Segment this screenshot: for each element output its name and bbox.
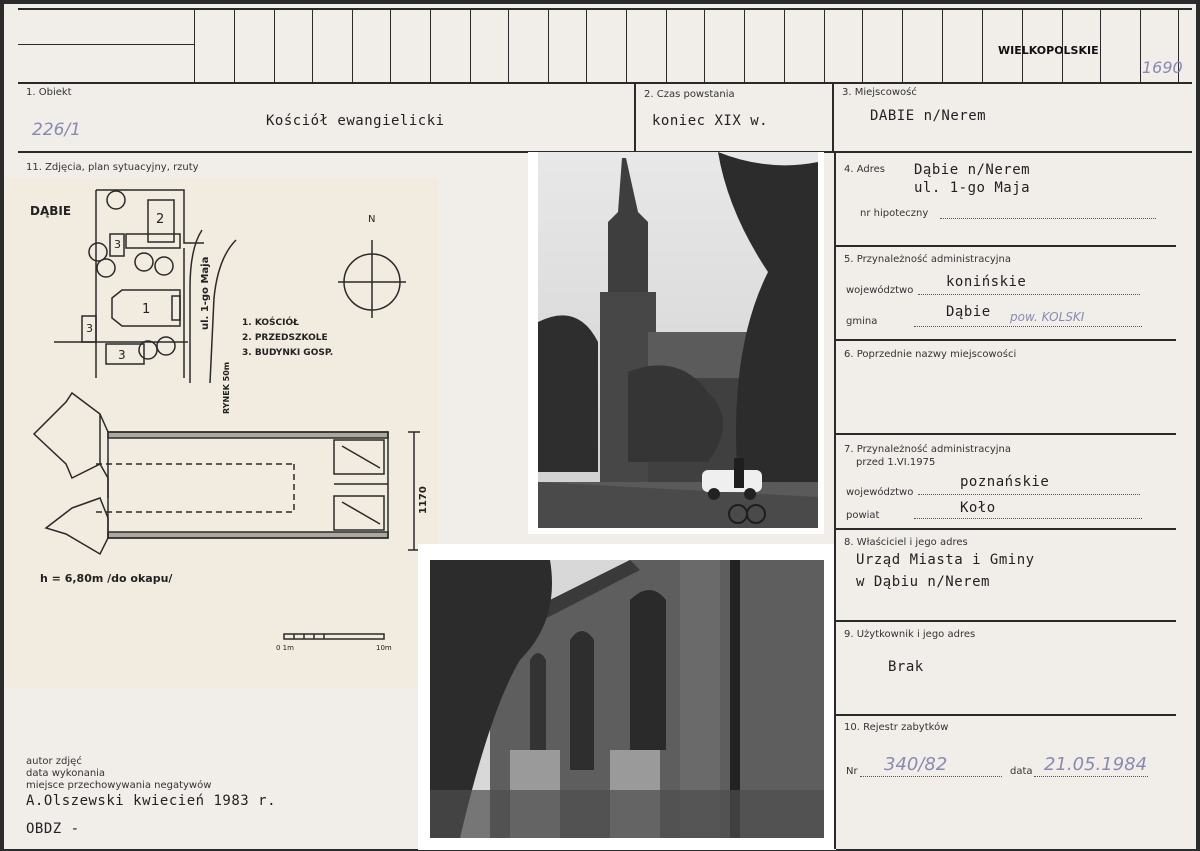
autor-value: A.Olszewski kwiecień 1983 r. xyxy=(26,793,277,809)
photo-church-front xyxy=(538,152,818,528)
row1-divider-a xyxy=(634,84,636,152)
inventory-number: 226/1 xyxy=(32,120,81,140)
header-column-rule xyxy=(508,8,509,84)
header-left-rule xyxy=(18,44,194,45)
obiekt-value: Kościół ewangielicki xyxy=(266,113,445,129)
header-column-rule xyxy=(586,8,587,84)
header-column-rule xyxy=(352,8,353,84)
powiat-label: powiat xyxy=(846,510,880,521)
header-column-rule xyxy=(902,8,903,84)
uzytkownik-label: 9. Użytkownik i jego adres xyxy=(844,629,976,640)
header-column-rule xyxy=(1100,8,1101,84)
data-wykonania-label: data wykonania xyxy=(26,768,106,779)
header-column-rule xyxy=(274,8,275,84)
card-number: 1690 xyxy=(1142,58,1183,77)
header-column-rule xyxy=(982,8,983,84)
header-column-rule xyxy=(666,8,667,84)
poprzednie-label: 6. Poprzednie nazwy miejscowości xyxy=(844,349,1017,360)
woj-label: województwo xyxy=(846,285,914,296)
rejestr-nr-label: Nr xyxy=(846,766,858,777)
miejsce-label: miejsce przechowywania negatywów xyxy=(26,780,212,791)
hipoteczny-dots xyxy=(940,218,1156,219)
rynek-label: RYNEK 50m xyxy=(222,361,231,414)
row1-divider-b xyxy=(832,84,834,152)
gmina-label: gmina xyxy=(846,316,878,327)
przed1975-label2: przed 1.VI.1975 xyxy=(856,457,936,468)
rejestr-data-label: data xyxy=(1010,766,1033,777)
plan-number-3c: 3 xyxy=(118,348,126,362)
header-column-rule xyxy=(194,8,195,84)
rejestr-nr-dots xyxy=(860,776,1002,777)
rejestr-label: 10. Rejestr zabytków xyxy=(844,722,949,733)
scale-start: 0 1m xyxy=(276,644,294,652)
autor-label: autor zdjęć xyxy=(26,756,82,767)
height-note: h = 6,80m /do okapu/ xyxy=(40,572,173,585)
street-label: ul. 1-go Maja xyxy=(200,256,211,330)
header-column-rule xyxy=(312,8,313,84)
photo-church-front-frame xyxy=(528,152,824,534)
adres-line1: Dąbie n/Nerem xyxy=(914,162,1031,178)
photo-church-side-frame xyxy=(418,544,836,850)
header-column-rule xyxy=(470,8,471,84)
rejestr-data-value: 21.05.1984 xyxy=(1044,754,1148,775)
powiat-value: Koło xyxy=(960,500,996,516)
uzytkownik-value: Brak xyxy=(888,659,924,675)
rule-after-poprzednie xyxy=(836,433,1176,435)
header-column-rule xyxy=(862,8,863,84)
photo-church-side xyxy=(430,560,824,838)
gmina-value: Dąbie xyxy=(946,304,991,320)
legend-item-2: 2. PRZEDSZKOLE xyxy=(242,333,328,343)
miejscowosc-value: DABIE n/Nerem xyxy=(870,108,987,124)
rule-after-uzytkownik xyxy=(836,714,1176,716)
rule-after-przynaleznosc xyxy=(836,339,1176,341)
adres-line2: ul. 1-go Maja xyxy=(914,180,1031,196)
header-column-rule xyxy=(1140,8,1141,84)
header-column-rule xyxy=(390,8,391,84)
header-column-rule xyxy=(704,8,705,84)
dimension-label: 1170 xyxy=(418,486,429,514)
czas-label: 2. Czas powstania xyxy=(644,89,735,100)
gmina-note: pow. KOLSKI xyxy=(1010,310,1085,324)
plan-town: DĄBIE xyxy=(30,204,72,218)
inventory-card xyxy=(4,4,1196,849)
scale-end: 10m xyxy=(376,644,392,652)
plan-number-3a: 3 xyxy=(114,238,121,251)
right-column-divider xyxy=(834,152,836,849)
przed1975-woj-value: poznańskie xyxy=(960,474,1050,490)
przed1975-label: 7. Przynależność administracyjna xyxy=(844,444,1011,455)
gmina-dots xyxy=(914,326,1142,327)
obdz-value: OBDZ - xyxy=(26,821,80,837)
obiekt-label: 1. Obiekt xyxy=(26,87,72,98)
powiat-dots xyxy=(914,518,1142,519)
przed1975-woj-label: województwo xyxy=(846,487,914,498)
czas-value: koniec XIX w. xyxy=(652,113,769,129)
adres-label: 4. Adres xyxy=(844,164,885,175)
hipoteczny-label: nr hipoteczny xyxy=(860,208,929,219)
site-plan-sheet xyxy=(4,178,438,688)
rule-after-adres xyxy=(836,245,1176,247)
rule-after-przed1975 xyxy=(836,528,1176,530)
north-label: N xyxy=(368,214,376,225)
plan-number-2: 2 xyxy=(156,212,165,227)
wlasciciel-line2: w Dąbiu n/Nerem xyxy=(856,574,990,590)
header-column-rule xyxy=(824,8,825,84)
header-column-rule xyxy=(744,8,745,84)
zdjecia-label: 11. Zdjęcia, plan sytuacyjny, rzuty xyxy=(26,162,199,173)
header-column-rule xyxy=(430,8,431,84)
plan-number-3b: 3 xyxy=(86,322,93,335)
header-column-rule xyxy=(234,8,235,84)
wlasciciel-label: 8. Właściciel i jego adres xyxy=(844,537,968,548)
rejestr-data-dots xyxy=(1034,776,1148,777)
header-column-rule xyxy=(626,8,627,84)
site-plan-drawing xyxy=(4,178,438,688)
header-column-rule xyxy=(548,8,549,84)
rule-after-wlasciciel xyxy=(836,620,1176,622)
przed1975-woj-dots xyxy=(918,494,1140,495)
rejestr-nr-value: 340/82 xyxy=(884,754,948,775)
header-column-rule xyxy=(942,8,943,84)
wlasciciel-line1: Urząd Miasta i Gminy xyxy=(856,552,1035,568)
woj-dots xyxy=(918,294,1140,295)
legend-item-1: 1. KOŚCIÓŁ xyxy=(242,318,299,328)
przynaleznosc-label: 5. Przynależność administracyjna xyxy=(844,254,1011,265)
region-label: WIELKOPOLSKIE xyxy=(998,44,1099,57)
header-column-rule xyxy=(784,8,785,84)
woj-value: konińskie xyxy=(946,274,1027,290)
miejscowosc-label: 3. Miejscowość xyxy=(842,87,917,98)
plan-number-1: 1 xyxy=(142,302,151,317)
legend-item-3: 3. BUDYNKI GOSP. xyxy=(242,348,334,358)
